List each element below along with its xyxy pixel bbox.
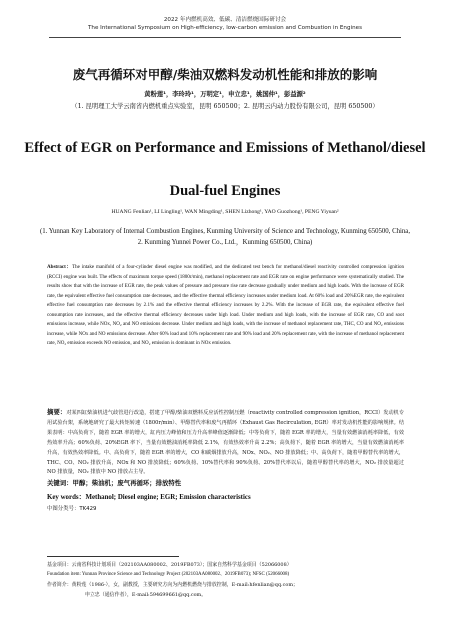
keywords-chinese: 关键词：甲醇；柴油机；废气再循环；排放特性 — [47, 479, 182, 487]
title-chinese: 废气再循环对甲醇/柴油双燃料发动机性能和排放的影响 — [72, 67, 378, 82]
abstract-chinese-label: 摘要： — [47, 408, 67, 416]
footnote-fund-en: Foundation item: Yunnan Province Science and Technology Project (202103AA080002、2019FB073); NFSC (52066008) — [47, 572, 290, 577]
title-english — [0, 132, 450, 207]
keywords-english: Key words：Methanol; Diesel engine; EGR; Emission characteristics — [47, 494, 251, 501]
abstract-chinese-text: 对某四缸柴油机进气歧管进行改造，搭建了甲醇/柴油双燃料反应活性控制压燃（reactivity controlled compression ignition，RCCI）发动机专用试验台架，系统地研究了最大转矩转速（1800r/min）、甲醇替代率和废气再循环（Exhaust Gas Recirculation, EGR）率对发动机性能的影响规律。结果表明：中高负荷下，随着 EGR 率的增大，缸内压力峰值和压力升高率峰值逐渐降低；中等负荷下，随着 EGR 率的增大，当量有效燃油消耗率降低，有效热效率升高；60%负荷、20%EGR 率下，当量有效燃油消耗率降低 2.1%，有效热效率升高 2.2%；高负荷下，随着 EGR 率的增大，当量有效燃油消耗率升高，有效热效率降低。中、高负荷下，随着 EGR 率的增大，CO 和碳烟排放升高，NOx、NO₂、NO 排放降低；中、高负荷下，随着甲醇替代率的增大，THC、CO、NO₂ 排放升高，NOx 和 NO 排放降低；60%负荷、10%替代率和 90%负荷、20%替代率以后，随着甲醇替代率的增大，NO₂ 排放量超过 NO 排放量，NO₂ 排放中 NO 排放占主导。 — [47, 410, 404, 476]
abstract-english-text: The intake manifold of a four-cylinder diesel engine was modified, and the dedicated test bench for methanol/diesel reactivity controlled compression ignition (RCCI) engine was built. The effects of maximum torque speed (1800r/min), methanol replacement rate and EGR rate on engine performance were systematically studied. The results show that with the increase of EGR rate, the peak values of pressure and pressure rise rate decrease gradually under medium and high loads. With the increase of EGR rate, the equivalent effective fuel consumption rate decreases, and the effective thermal efficiency increases under medium load. At 60% load and 20%EGR rate, the equivalent effective fuel consumption rate decreases by 2.1% and the effective thermal efficiency increases by 2.2%. With the increase of EGR rate, the equivalent effective fuel consumption rate increases, and the effective thermal efficiency decreases under high load. Under medium and high loads, with the increase of EGR rate, CO and soot emissions increase, while NOx, NO₂ and NO emissions decrease. Under medium and high loads, with the increase of methanol replacement rate, THC, CO and NO₂ emissions increase, while NOx and NO emissions decrease. After 60% load and 10% replacement rate and 90% load and 20% replacement rate, with the increase of methanol replacement rate, NO₂ emission exceeds NO emission, and NO₂ emission is dominant in NOx emission. — [47, 264, 405, 347]
title-english-line2: Dual-fuel Engines — [169, 183, 281, 199]
footnote-author-intro: 作者简介：黄粉莲（1986-），女，副教授，主要研究方向为内燃机燃烧与排放控制，E-mail:hfenlian@qq.com； — [47, 582, 298, 588]
running-header — [0, 16, 450, 32]
header-line-cn: 2022 年内燃机高效、低碳、清洁燃烧国际研讨会 — [163, 17, 287, 23]
affiliation-english: (1. Yunnan Key Laboratory of Internal Combustion Engines, Kunming University of Science and Technology, Kunming 650500, China, 2. Kunming Yunnei Power Co., Ltd.，Kunming 650500, China) — [40, 228, 411, 246]
authors-chinese: 黄粉莲¹，李玲玲¹，万明定¹，申立忠¹，姚国仲¹，彭益源² — [144, 91, 306, 98]
classification-number: 中图分类号：TK429 — [47, 506, 97, 512]
header-divider — [49, 37, 401, 38]
footnote-fund-cn: 基金项目：云南省科技计划项目（202103AA080002、2019FB073）；国家自然科学基金项目（52066008） — [47, 562, 292, 568]
footnote-author-contact: 申立忠（通信作者），E-mail:594699661@qq.com。 — [85, 592, 207, 598]
abstract-chinese — [47, 408, 404, 478]
header-line-en: The International Symposium on High-efficiency, low-carbon emission and Combustion in Engines — [87, 25, 362, 31]
authors-english: HUANG Fenlian¹, LI Lingling¹, WAN Mingding¹, SHEN Lizhong¹, YAO Guozhong¹, PENG Yiyuan² — [111, 209, 339, 215]
title-english-line1: Effect of EGR on Performance and Emissions of Methanol/diesel — [24, 140, 426, 156]
abstract-english-label: Abstract： — [47, 264, 73, 270]
footnote-divider — [47, 556, 179, 557]
abstract-english — [47, 263, 404, 349]
affiliation-chinese: （1. 昆明理工大学云南省内燃机重点实验室，昆明 650500；2. 昆明云内动力股份有限公司，昆明 650500） — [71, 103, 379, 110]
